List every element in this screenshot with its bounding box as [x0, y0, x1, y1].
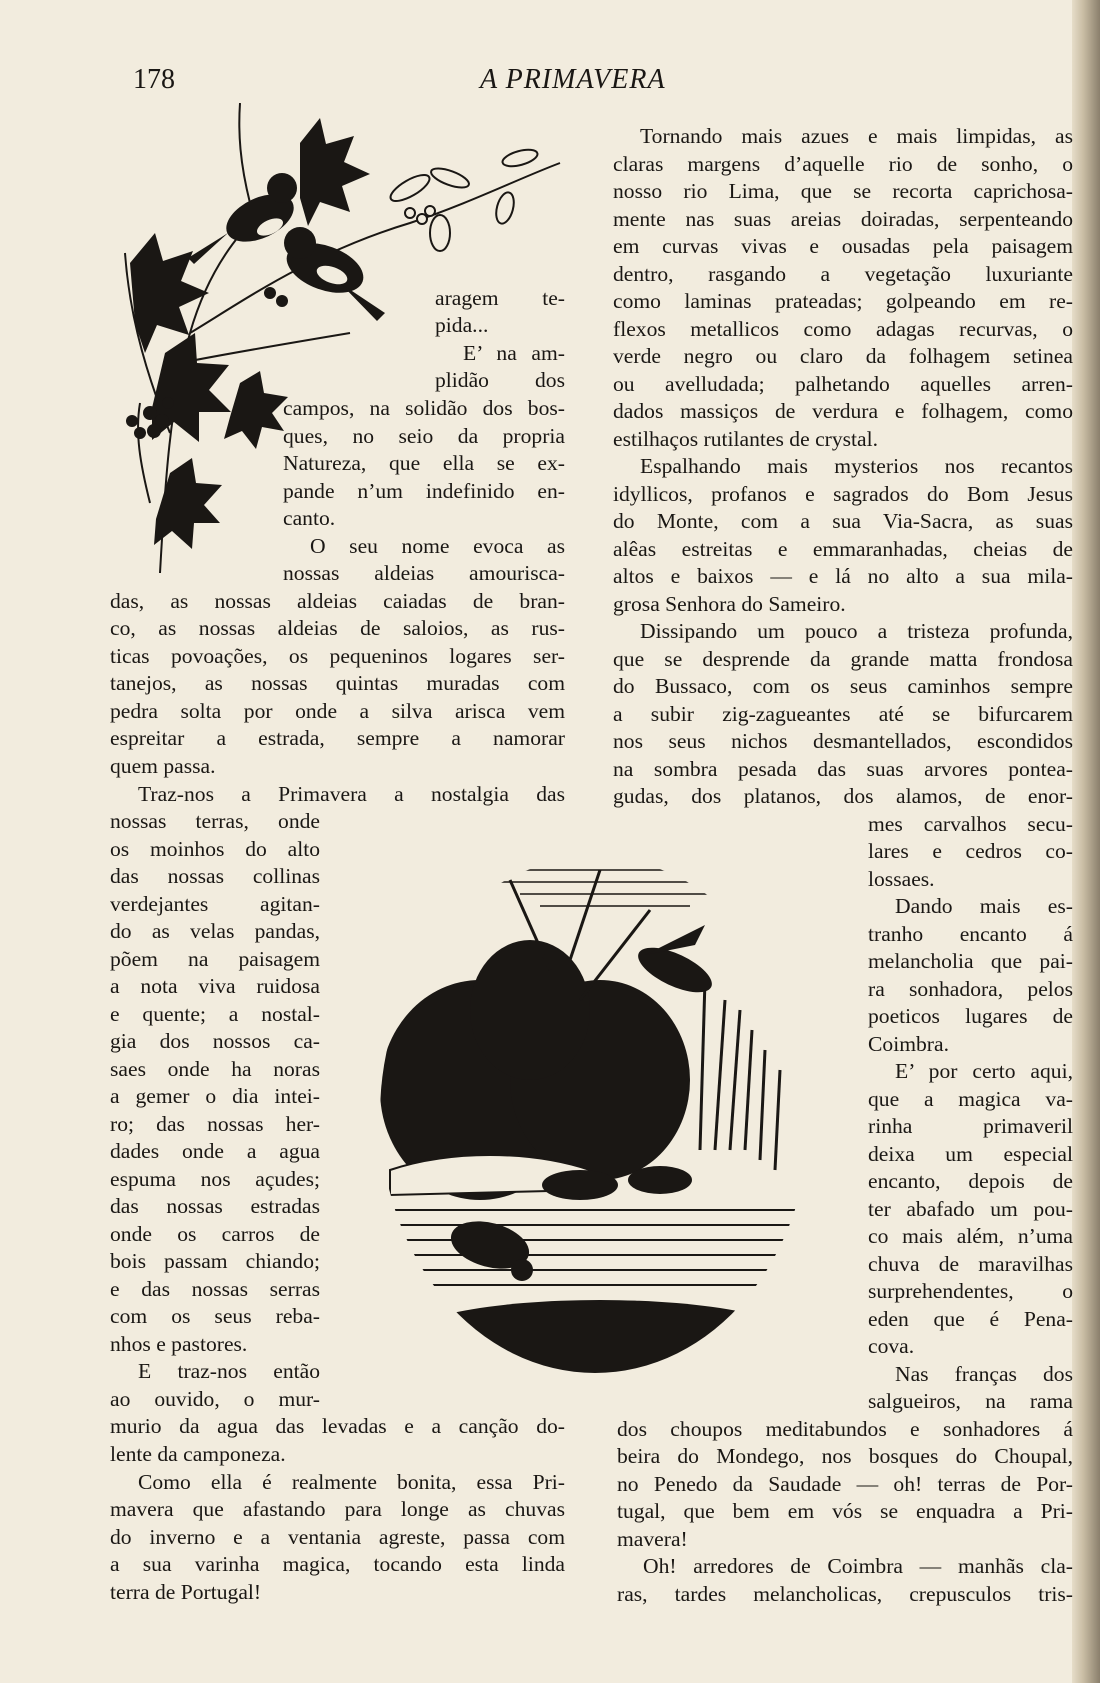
- right-line-9: verde negro ou claro da folhagem setinea: [613, 344, 1073, 368]
- right-line-19: Dissipando um pouco a tristeza profunda,: [640, 619, 1073, 643]
- left-line-31: ro; das nossas her-: [110, 1112, 320, 1136]
- left-line-42: murio da agua das levadas e a canção do-: [110, 1414, 565, 1438]
- left-line-17: espreitar a estrada, sempre a namorar: [110, 726, 565, 750]
- left-line-14: ticas povoações, os pequeninos logares ser-: [110, 644, 565, 668]
- left-line-36: bois passam chiando;: [110, 1249, 320, 1273]
- right-line-26: mes carvalhos secu-: [868, 812, 1073, 836]
- right-line-44: eden que é Pena-: [868, 1307, 1073, 1331]
- right-line-2: claras margens d’aquelle rio de sonho, o: [613, 152, 1073, 176]
- right-line-22: a subir zig-zagueantes até se bifurcarem: [613, 702, 1073, 726]
- right-line-34: Coimbra.: [868, 1032, 949, 1056]
- right-line-5: em curvas vivas e ousadas pela paisagem: [613, 234, 1073, 258]
- right-line-6: dentro, rasgando a vegetação luxuriante: [613, 262, 1073, 286]
- right-line-53: Oh! arredores de Coimbra — manhãs cla-: [643, 1554, 1073, 1578]
- right-line-27: lares e cedros co-: [868, 839, 1073, 863]
- right-line-1: Tornando mais azues e mais limpidas, as: [640, 124, 1073, 148]
- left-line-16: pedra solta por onde a silva arisca vem: [110, 699, 565, 723]
- right-line-40: ter abafado um pou-: [868, 1197, 1073, 1221]
- left-line-24: do as velas pandas,: [110, 919, 320, 943]
- right-line-23: nos seus nichos desmantellados, escondidos: [613, 729, 1073, 753]
- right-line-18: grosa Senhora do Sameiro.: [613, 592, 846, 616]
- right-line-20: que se desprende da grande matta frondosa: [613, 647, 1073, 671]
- left-line-2: pida...: [435, 313, 489, 337]
- left-line-32: dades onde a agua: [110, 1139, 320, 1163]
- left-line-30: a gemer o dia intei-: [110, 1084, 320, 1108]
- right-line-3: nosso rio Lima, que se recorta caprichosa-: [613, 179, 1073, 203]
- left-line-48: terra de Portugal!: [110, 1580, 262, 1604]
- right-line-24: na sombra pesada das suas arvores pontea-: [613, 757, 1073, 781]
- left-line-26: a nota viva ruidosa: [110, 974, 320, 998]
- left-line-5: campos, na solidão dos bos-: [283, 396, 565, 420]
- left-line-35: onde os carros de: [110, 1222, 320, 1246]
- left-line-19: Traz-nos a Primavera a nostalgia das: [138, 782, 565, 806]
- left-line-38: com os seus reba-: [110, 1304, 320, 1328]
- left-line-43: lente da camponeza.: [110, 1442, 286, 1466]
- left-line-11: nossas aldeias amourisca-: [283, 561, 565, 585]
- left-line-10: O seu nome evoca as: [310, 534, 565, 558]
- right-line-38: deixa um especial: [868, 1142, 1073, 1166]
- right-line-50: no Penedo da Saudade — oh! terras de Por-: [617, 1472, 1073, 1496]
- right-line-7: como laminas prateadas; golpeando em re-: [613, 289, 1073, 313]
- right-line-48: dos choupos meditabundos e sonhadores á: [617, 1417, 1073, 1441]
- left-line-25: põem na paisagem: [110, 947, 320, 971]
- right-line-47: salgueiros, na rama: [868, 1389, 1073, 1413]
- right-line-32: ra sonhadora, pelos: [868, 977, 1073, 1001]
- right-line-39: encanto, depois de: [868, 1169, 1073, 1193]
- left-line-1: aragem te-: [435, 286, 565, 310]
- right-line-54: ras, tardes melancholicas, crepusculos tris-: [617, 1582, 1073, 1606]
- pond-birds-vignette: [370, 850, 820, 1380]
- left-line-27: e quente; a nostal-: [110, 1002, 320, 1026]
- right-line-8: flexos metallicos como adagas recurvas, o: [613, 317, 1073, 341]
- right-line-46: Nas franças dos: [895, 1362, 1073, 1386]
- right-line-36: que a magica va-: [868, 1087, 1073, 1111]
- right-line-41: co mais além, n’uma: [868, 1224, 1073, 1248]
- right-line-49: beira do Mondego, nos bosques do Choupal,: [617, 1444, 1073, 1468]
- right-line-4: mente nas suas areias doiradas, serpenteando: [613, 207, 1073, 231]
- left-line-6: ques, no seio da propria: [283, 424, 565, 448]
- left-line-37: e das nossas serras: [110, 1277, 320, 1301]
- left-line-40: E traz-nos então: [138, 1359, 320, 1383]
- right-line-29: Dando mais es-: [895, 894, 1073, 918]
- right-line-42: chuva de maravilhas: [868, 1252, 1073, 1276]
- left-line-8: pande n’um indefinido en-: [283, 479, 565, 503]
- right-line-52: mavera!: [617, 1527, 688, 1551]
- right-line-15: do Monte, com a sua Via-Sacra, as suas: [613, 509, 1073, 533]
- right-line-30: tranho encanto á: [868, 922, 1073, 946]
- right-line-45: cova.: [868, 1334, 915, 1358]
- right-line-17: altos e baixos — e lá no alto a sua mila-: [613, 564, 1073, 588]
- left-line-46: do inverno e a ventania agreste, passa com: [110, 1525, 565, 1549]
- right-line-51: tugal, que bem em vós se enquadra a Pri-: [617, 1499, 1073, 1523]
- right-line-33: poeticos lugares de: [868, 1004, 1073, 1028]
- left-line-28: gia dos nossos ca-: [110, 1029, 320, 1053]
- right-line-43: surprehendentes, o: [868, 1279, 1073, 1303]
- right-line-11: dados massiços de verdura e folhagem, como: [613, 399, 1073, 423]
- left-line-41: ao ouvido, o mur-: [110, 1387, 320, 1411]
- left-line-23: verdejantes agitan-: [110, 892, 320, 916]
- left-line-21: os moinhos do alto: [110, 837, 320, 861]
- right-line-35: E’ por certo aqui,: [895, 1059, 1073, 1083]
- right-line-28: lossaes.: [868, 867, 935, 891]
- left-line-47: a sua varinha magica, tocando esta linda: [110, 1552, 565, 1576]
- running-head: A PRIMAVERA: [480, 64, 666, 95]
- left-line-34: das nossas estradas: [110, 1194, 320, 1218]
- left-line-4: plidão dos: [435, 368, 565, 392]
- left-line-18: quem passa.: [110, 754, 216, 778]
- left-line-9: canto.: [283, 506, 336, 530]
- page-number: 178: [133, 64, 175, 95]
- right-line-25: gudas, dos platanos, dos alamos, de enor-: [613, 784, 1073, 808]
- right-line-21: do Bussaco, com os seus caminhos sempre: [613, 674, 1073, 698]
- left-line-39: nhos e pastores.: [110, 1332, 248, 1356]
- left-line-7: Natureza, que ella se ex-: [283, 451, 565, 475]
- right-line-16: alêas estreitas e emmaranhadas, cheias de: [613, 537, 1073, 561]
- left-line-33: espuma nos açudes;: [110, 1167, 320, 1191]
- right-line-31: melancholia que pai-: [868, 949, 1073, 973]
- left-line-44: Como ella é realmente bonita, essa Pri-: [138, 1470, 565, 1494]
- left-line-29: saes onde ha noras: [110, 1057, 320, 1081]
- left-line-20: nossas terras, onde: [110, 809, 320, 833]
- left-line-3: E’ na am-: [463, 341, 565, 365]
- right-line-10: ou avelludada; palhetando aquelles arren-: [613, 372, 1073, 396]
- right-line-13: Espalhando mais mysterios nos recantos: [640, 454, 1073, 478]
- left-line-45: mavera que afastando para longe as chuvas: [110, 1497, 565, 1521]
- left-line-22: das nossas collinas: [110, 864, 320, 888]
- left-line-12: das, as nossas aldeias caiadas de bran-: [110, 589, 565, 613]
- right-line-37: rinha primaveril: [868, 1114, 1073, 1138]
- right-line-12: estilhaços rutilantes de crystal.: [613, 427, 879, 451]
- right-line-14: idyllicos, profanos e sagrados do Bom Jesus: [613, 482, 1073, 506]
- left-line-15: tanejos, as nossas quintas muradas com: [110, 671, 565, 695]
- left-line-13: co, as nossas aldeias de saloios, as rus-: [110, 616, 565, 640]
- page-edge: [1072, 0, 1100, 1683]
